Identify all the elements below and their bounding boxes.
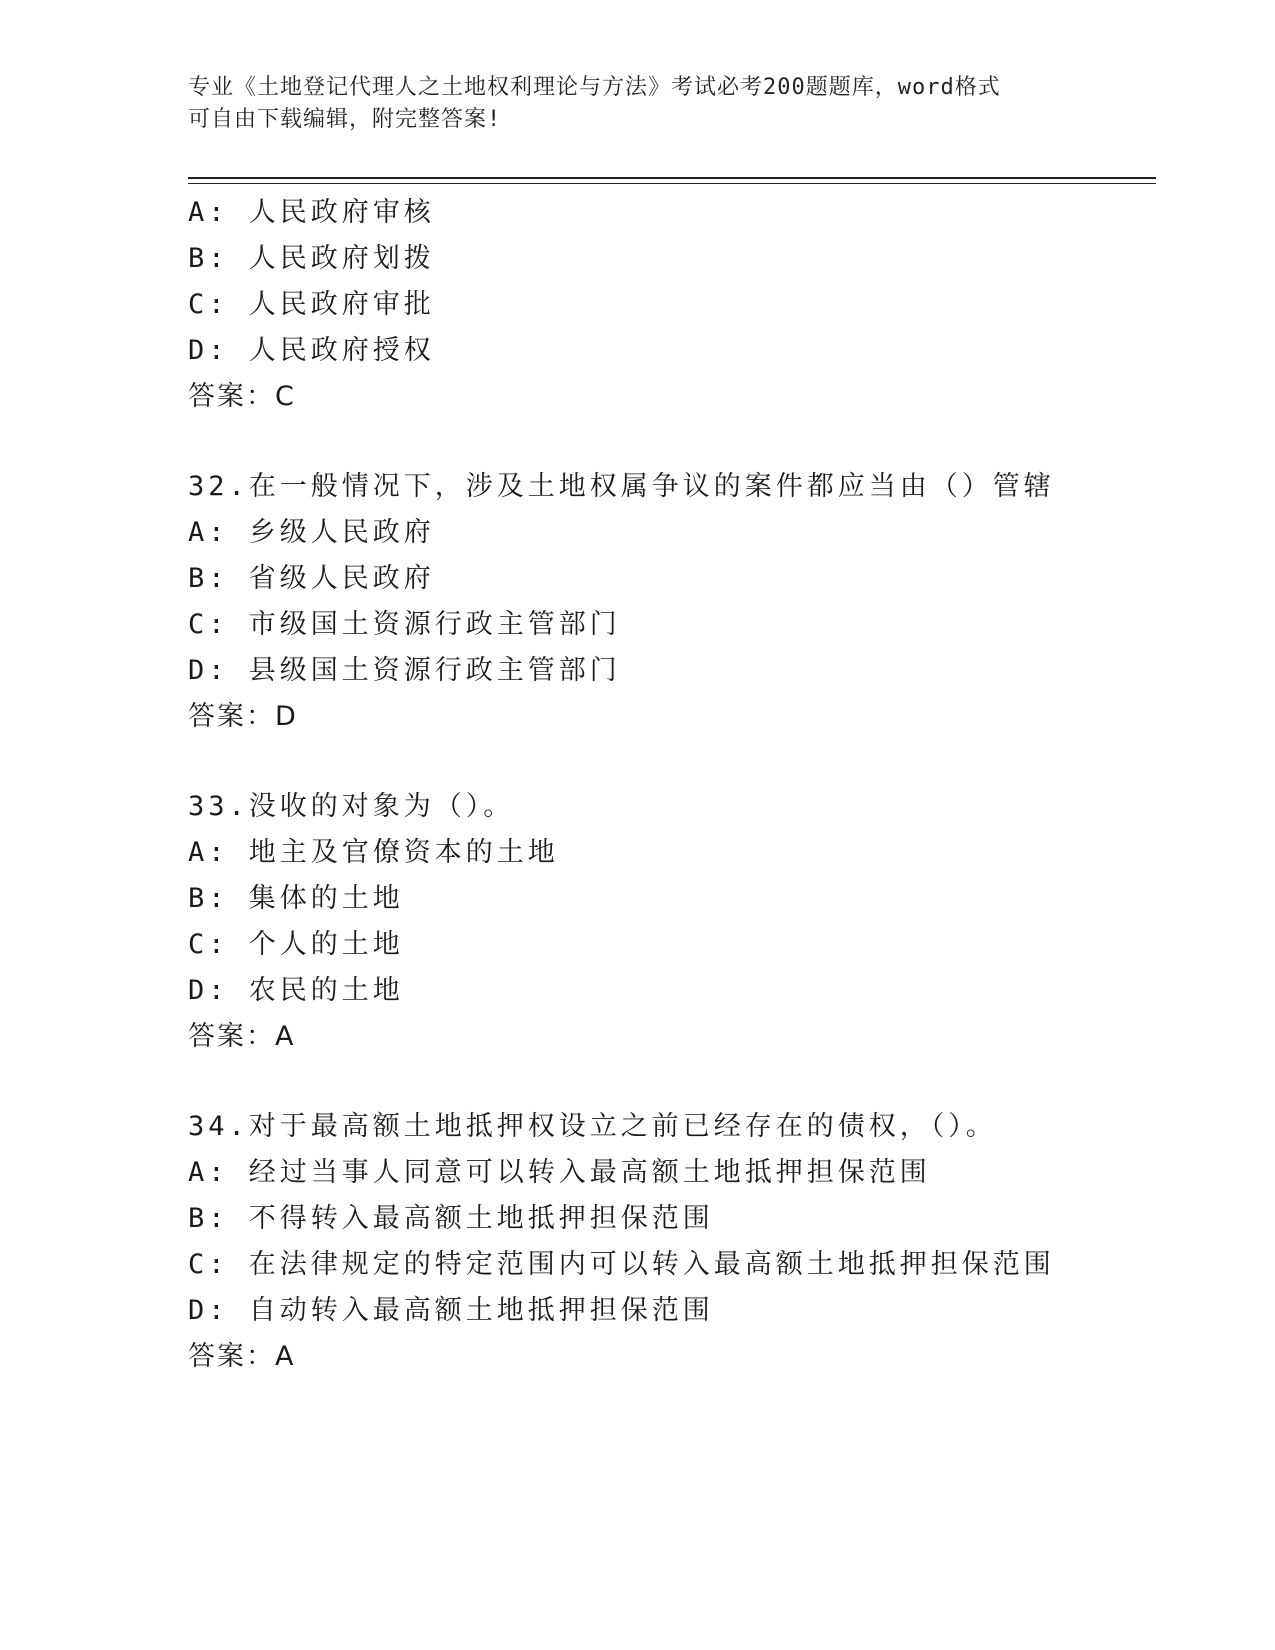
option-b: B: 省级人民政府 (188, 563, 435, 594)
answer-line: 答案：A (188, 1341, 296, 1372)
question-text: 34.对于最高额土地抵押权设立之前已经存在的债权，（）。 (188, 1111, 997, 1142)
option-c: C: 在法律规定的特定范围内可以转入最高额土地抵押担保范围 (188, 1249, 1055, 1280)
option-a: A: 人民政府审核 (188, 197, 435, 228)
question-block-33 (188, 784, 1156, 1060)
question-text: 33.没收的对象为（）。 (188, 791, 515, 822)
question-block-31 (188, 190, 1156, 420)
answer-line: 答案：D (188, 701, 298, 732)
option-d: D: 自动转入最高额土地抵押担保范围 (188, 1295, 714, 1326)
question-block-32 (188, 464, 1156, 740)
option-a: A: 经过当事人同意可以转入最高额土地抵押担保范围 (188, 1157, 931, 1188)
option-b: B: 不得转入最高额土地抵押担保范围 (188, 1203, 714, 1234)
option-b: B: 人民政府划拨 (188, 243, 435, 274)
answer-line: 答案：A (188, 1021, 296, 1052)
option-c: C: 市级国土资源行政主管部门 (188, 609, 621, 640)
option-b: B: 集体的土地 (188, 883, 404, 914)
option-d: D: 县级国土资源行政主管部门 (188, 655, 621, 686)
header-divider-thick (188, 177, 1156, 179)
header-divider-thin (188, 183, 1156, 184)
option-d: D: 人民政府授权 (188, 335, 435, 366)
question-text: 32.在一般情况下，涉及土地权属争议的案件都应当由（）管辖 (188, 471, 1055, 502)
option-a: A: 乡级人民政府 (188, 517, 435, 548)
header-title-line-1: 专业《土地登记代理人之土地权利理论与方法》考试必考200题题库，word格式 (188, 75, 1001, 100)
document-header (188, 72, 1088, 136)
question-block-34 (188, 1104, 1156, 1380)
header-title-line-2: 可自由下载编辑，附完整答案! (188, 107, 502, 132)
answer-line: 答案：C (188, 381, 296, 412)
option-d: D: 农民的土地 (188, 975, 404, 1006)
option-c: C: 个人的土地 (188, 929, 404, 960)
option-a: A: 地主及官僚资本的土地 (188, 837, 559, 868)
question-list (188, 190, 1156, 1380)
option-c: C: 人民政府审批 (188, 289, 435, 320)
